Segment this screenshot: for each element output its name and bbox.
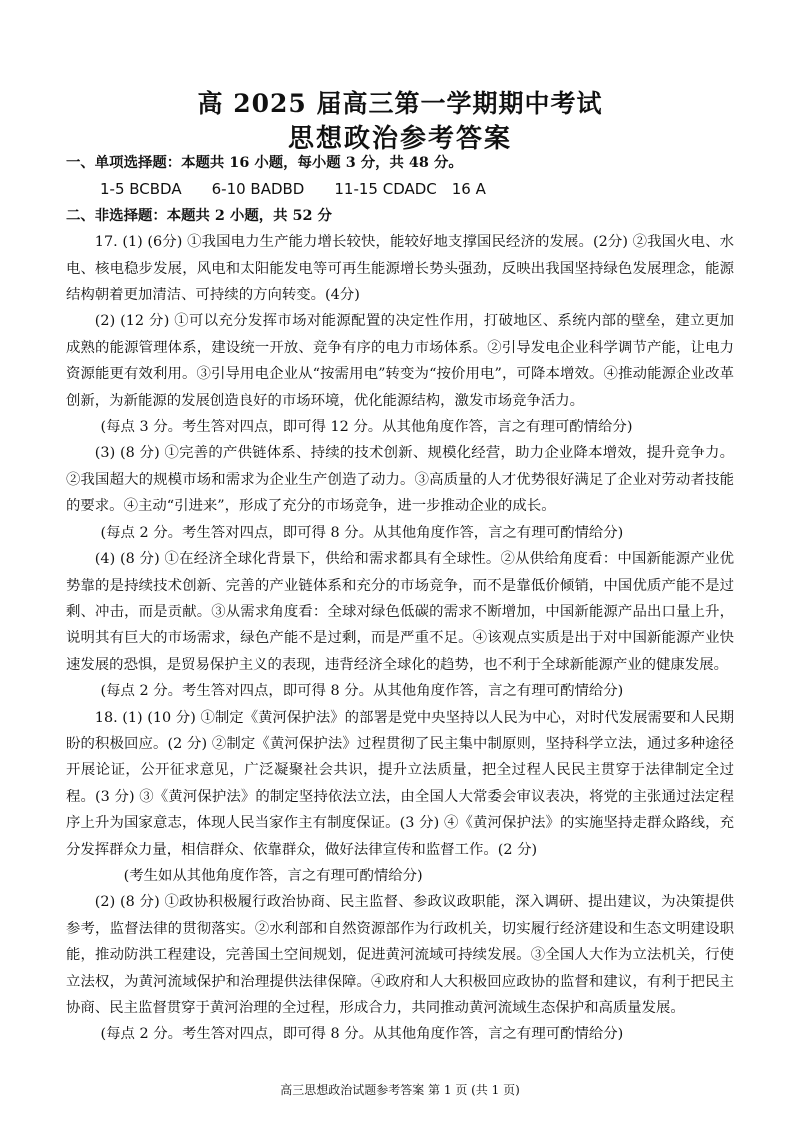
q17-part2: (2) (12 分) ①可以充分发挥市场对能源配置的决定性作用，打破地区、系统内部的壁垒，建立更加成熟的能源管理体系，建设统一开放、竞争有序的电力市场体系。②引导发电企业科学调节产能，让电力资源能更有效利用。③引导用电企业从“按需用电”转变为“按价用电”，可降本增效。④推动能源企业改革创新，为新能源的发展创造良好的市场环境，优化能源结构，激发市场竞争活力。: [66, 313, 734, 409]
exam-title: 高 2025 届高三第一学期期中考试: [197, 89, 603, 118]
choice-answers: 1-5 BCBDA 6-10 BADBD 11-15 CDADC 16 A: [100, 180, 486, 199]
page-footer: 高三思想政治试题参考答案 第 1 页 (共 1 页): [280, 1083, 520, 1097]
q17-part1: 17. (1) (6分) ①我国电力生产能力增长较快，能较好地支撑国民经济的发展。(2分) ②我国火电、水电、核电稳步发展，风电和太阳能发电等可再生能源增长势头强劲，反映出我国坚持绿色发展理念，能源结构朝着更加清洁、可持续的方向转变。(4分): [66, 234, 734, 304]
q17-part2-note: (每点 3 分。考生答对四点，即可得 12 分。从其他角度作答，言之有理可酌情给分): [100, 419, 633, 436]
q17-part4: (4) (8 分) ①在经济全球化背景下，供给和需求都具有全球性。②从供给角度看：中国新能源产业优势靠的是持续技术创新、完善的产业链体系和充分的市场竞争，而不是靠低价倾销，中国优质产能不是过剩、冲击，而是贡献。③从需求角度看：全球对绿色低碳的需求不断增加，中国新能源产品出口量上升，说明其有巨大的市场需求，绿色产能不是过剩，而是严重不足。④该观点实质是出于对中国新能源产业快速发展的恐惧，是贸易保护主义的表现，违背经济全球化的趋势，也不利于全球新能源产业的健康发展。: [66, 551, 734, 673]
q17-part4-note: (每点 2 分。考生答对四点，即可得 8 分。从其他角度作答，言之有理可酌情给分): [100, 683, 624, 700]
q18-part1-note: (考生如从其他角度作答，言之有理可酌情给分): [123, 867, 423, 884]
section2-heading: 二、非选择题：本题共 2 小题，共 52 分: [66, 206, 332, 224]
q18-part2: (2) (8 分) ①政协积极履行政治协商、民主监督、参政议政职能，深入调研、提出建议，为决策提供参考，监督法律的贯彻落实。②水利部和自然资源部作为行政机关，切实履行经济建设和生态文明建设职能，推动防洪工程建设，完善国土空间规划，促进黄河流域可持续发展。③全国人大作为立法机关，行使立法权，为黄河流域保护和治理提供法律保障。④政府和人大积极回应政协的监督和建议，有利于把民主协商、民主监督贯穿于黄河治理的全过程，形成合力，共同推动黄河流域生态保护和高质量发展。: [66, 894, 734, 1016]
q18-part1: 18. (1) (10 分) ①制定《黄河保护法》的部署是党中央坚持以人民为中心，对时代发展需要和人民期盼的积极回应。(2 分) ②制定《黄河保护法》过程贯彻了民主集中制原则，坚持科学立法，通过多种途径开展论证，公开征求意见，广泛凝聚社会共识，提升立法质量，把全过程人民民主贯穿于法律制定全过程。(3 分) ③《黄河保护法》的制定坚持依法立法，由全国人大常委会审议表决，将党的主张通过法定程序上升为国家意志，体现人民当家作主有制度保证。(3 分) ④《黄河保护法》的实施坚持走群众路线，充分发挥群众力量，相信群众、依靠群众，做好法律宣传和监督工作。(2 分): [66, 709, 734, 858]
exam-subtitle: 思想政治参考答案: [287, 124, 512, 154]
section1-heading: 一、单项选择题：本题共 16 小题，每小题 3 分，共 48 分。: [66, 154, 463, 171]
q18-part2-note: (每点 2 分。考生答对四点，即可得 8 分。从其他角度作答，言之有理可酌情给分): [100, 1026, 624, 1043]
q17-part3: (3) (8 分) ①完善的产供链体系、持续的技术创新、规模化经营，助力企业降本增效，提升竞争力。②我国超大的规模市场和需求为企业生产创造了动力。③高质量的人才优势很好满足了企业对劳动者技能的要求。④主动“引进来”，形成了充分的市场竞争，进一步推动企业的成长。: [66, 445, 734, 515]
answer-body: [66, 150, 734, 1048]
q17-part3-note: (每点 2 分。考生答对四点，即可得 8 分。从其他角度作答，言之有理可酌情给分): [100, 524, 624, 541]
